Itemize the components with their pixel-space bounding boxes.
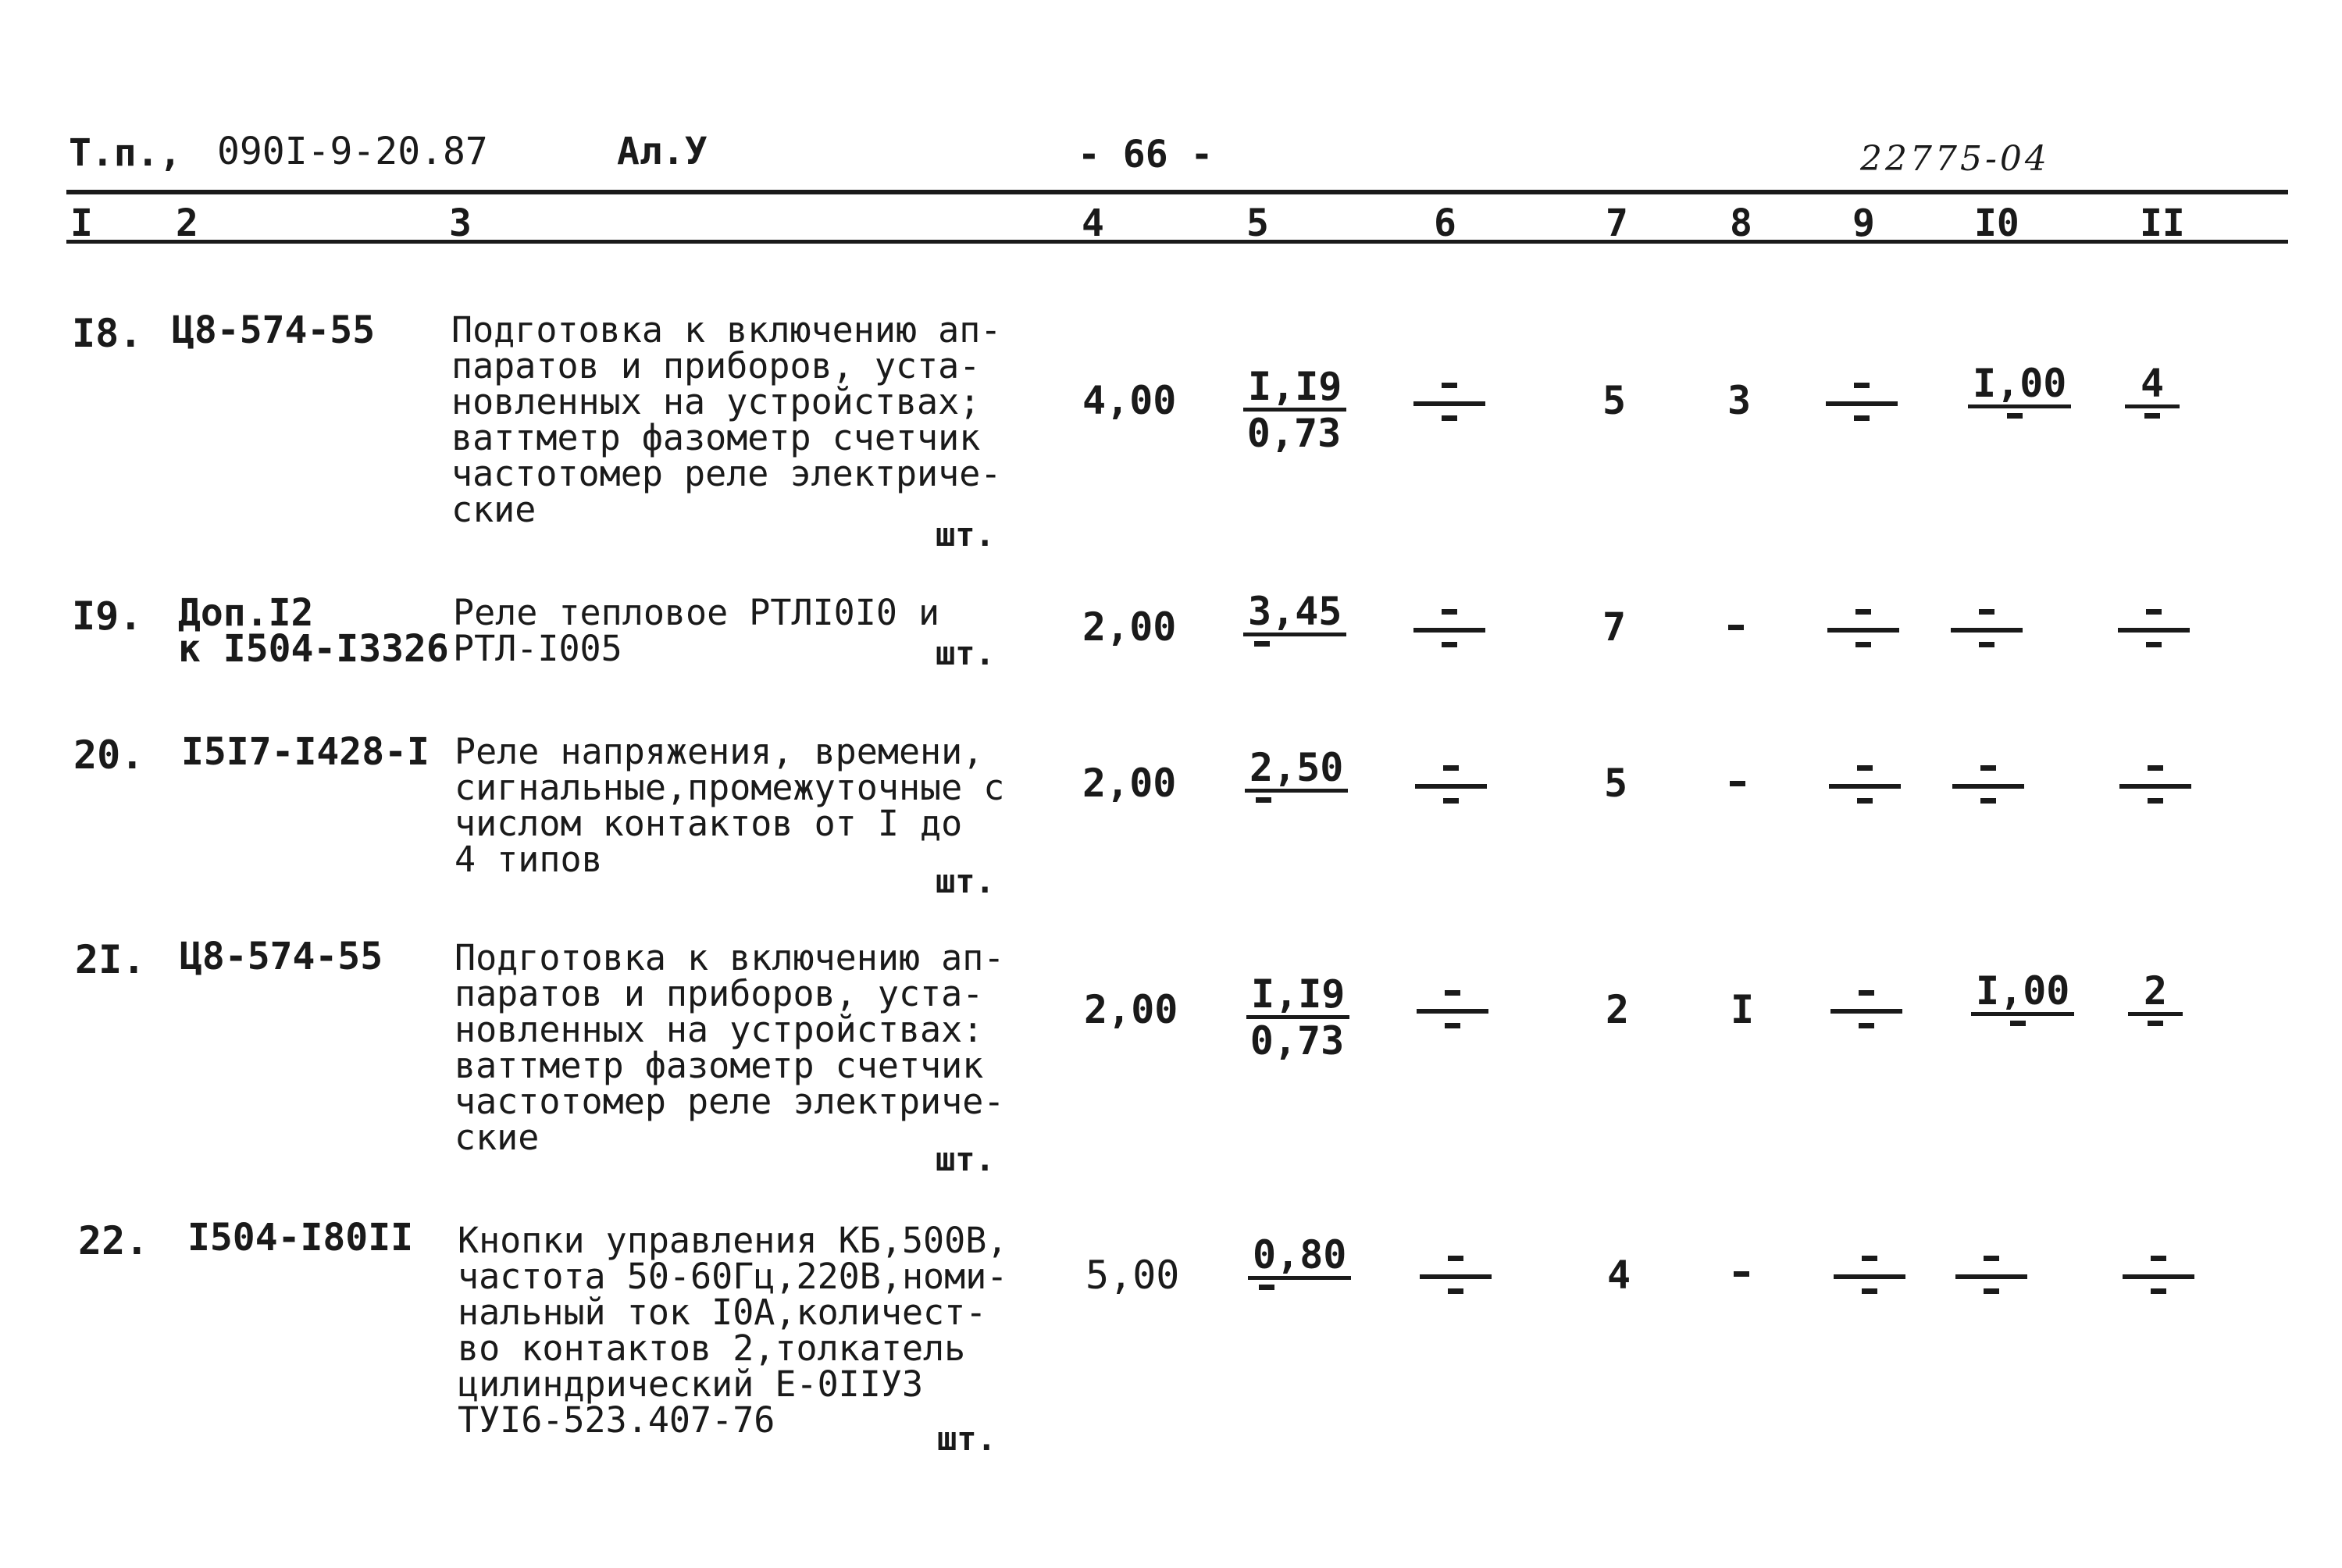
row-desc-line: ТУI6-523.407-76 [458,1399,775,1441]
row-col5-top: I,I9 [1243,365,1346,412]
col-header-5: 5 [1246,201,1269,245]
row-col10-divide-sign [1952,765,2024,812]
row-col6-divide-sign [1413,383,1485,429]
row-code: Ц8-574-55 [172,308,376,352]
row-col5-top: 3,45 [1243,590,1346,636]
row-code: Ц8-574-55 [180,935,383,978]
row-code: I504-I80II [187,1216,413,1260]
inventory-number: 22775-04 [1860,139,2050,179]
row-col4: 5,00 [1085,1253,1180,1298]
row-col11-divide-sign [2119,765,2191,812]
row-col5 [1243,365,1345,455]
row-col10-divide-sign [1951,609,2023,656]
row-col8: I [1731,987,1755,1032]
row-desc-line: ские [451,489,536,530]
row-col9-divide-sign [1830,990,1902,1037]
row-col5-top: 2,50 [1245,747,1348,793]
page-number: - 66 - [1078,133,1214,176]
row-col6-divide-sign [1420,1256,1492,1303]
row-desc-line: новленных на устройствах: [454,1009,984,1050]
row-col10 [1968,361,2067,419]
doc-type: Т.п., [69,131,182,175]
row-unit: шт. [936,515,995,554]
row-desc-line: ваттметр фазометр счетчик [454,1045,984,1086]
col-header-11: II [2140,201,2185,245]
row-unit: шт. [936,634,995,672]
row-col8-dash [1728,625,1744,630]
row-code: I5I7-I428-I [181,730,430,774]
row-col5-top: 0,80 [1248,1234,1351,1280]
row-col9-divide-sign [1826,383,1898,429]
row-desc-line: ские [454,1117,540,1158]
row-desc-line: частотомер реле электриче- [451,453,1002,494]
row-code: к I504-I3326 [178,627,449,671]
col-header-10: I0 [1974,201,2019,245]
row-col10-top: I,00 [1971,970,2074,1016]
row-col8-dash [1734,1271,1749,1277]
row-desc-line: Подготовка к включению ап- [451,309,1002,351]
row-col10-top: I,00 [1968,362,2071,408]
row-col10-bottom-dash [2010,1021,2026,1026]
row-col5 [1245,745,1344,803]
row-desc-line: сигнальные,промежуточные с [454,767,1005,808]
row-desc-line: 4 типов [454,839,603,880]
row-desc-line: новленных на устройствах; [451,381,981,422]
col-header-7: 7 [1606,201,1628,245]
row-col11-bottom-dash [2144,413,2160,419]
row-unit: шт. [936,862,995,900]
row-col7: 5 [1602,378,1627,423]
row-code: Доп.I2 [178,591,314,635]
row-col6-divide-sign [1417,990,1488,1037]
row-number: I9. [72,593,143,639]
row-col5-top: I,I9 [1246,973,1349,1019]
row-col10-divide-sign [1955,1256,2027,1303]
row-desc-line: ваттметр фазометр счетчик [451,417,981,458]
row-col11-top: 2 [2128,970,2183,1016]
col-header-8: 8 [1730,201,1752,245]
row-col11-top: 4 [2125,362,2180,408]
col-header-3: 3 [449,201,472,245]
row-col9-divide-sign [1827,609,1899,656]
row-col7: 7 [1602,604,1627,650]
row-desc-line: РТЛ-I005 [453,628,622,669]
project-number: 090I-9-20.87 [217,130,488,173]
row-col4: 2,00 [1082,761,1177,806]
row-col5 [1248,1232,1347,1290]
row-col5-bottom-dash [1256,797,1271,803]
row-desc-line: Реле тепловое РТЛI0I0 и [453,592,940,633]
row-col5 [1246,973,1348,1063]
row-number: I8. [72,311,143,356]
row-col5-bottom: 0,73 [1246,411,1342,456]
row-col8-dash [1730,781,1745,786]
row-number: 2I. [75,937,146,982]
row-col9-divide-sign [1829,765,1901,812]
row-col5-bottom-dash [1254,641,1270,647]
row-col4: 2,00 [1084,987,1178,1032]
row-col7: 2 [1606,987,1630,1032]
row-col11-divide-sign [2118,609,2190,656]
row-col7: 5 [1604,761,1628,806]
row-unit: шт. [937,1420,996,1458]
col-header-9: 9 [1852,201,1875,245]
row-col5 [1243,589,1342,647]
row-desc-line: паратов и приборов, уста- [451,345,981,387]
row-desc-line: Кнопки управления КБ,500В, [458,1220,1008,1261]
row-col4: 4,00 [1082,378,1177,423]
row-col8: 3 [1727,378,1752,423]
row-col6-divide-sign [1413,609,1485,656]
row-desc-line: числом контактов от I до [454,803,963,844]
row-col10 [1971,968,2070,1026]
row-col6-divide-sign [1415,765,1487,812]
row-desc-line: частота 50-60Гц,220В,номи- [458,1256,1008,1297]
row-col4: 2,00 [1082,604,1177,650]
row-desc-line: частотомер реле электриче- [454,1081,1005,1122]
col-header-1: I [70,201,93,245]
row-col11 [2115,362,2190,419]
row-col11-divide-sign [2123,1256,2194,1303]
col-header-2: 2 [176,201,198,245]
row-col7: 4 [1607,1253,1631,1298]
row-number: 22. [78,1218,149,1263]
row-number: 20. [73,732,144,778]
row-desc-line: Реле напряжения, времени, [454,731,984,772]
row-col5-bottom: 0,73 [1249,1018,1345,1064]
row-unit: шт. [936,1140,995,1178]
row-col9-divide-sign [1834,1256,1905,1303]
col-header-6: 6 [1434,201,1456,245]
row-col11-bottom-dash [2148,1021,2163,1026]
row-desc-line: во контактов 2,толкатель [458,1327,966,1369]
row-col10-bottom-dash [2007,413,2023,419]
row-desc-line: цилиндрический Е-0IIУ3 [458,1363,924,1405]
row-desc-line: Подготовка к включению ап- [454,937,1005,978]
header-rule-top [66,190,2288,194]
row-col5-bottom-dash [1259,1285,1274,1290]
col-header-4: 4 [1082,201,1104,245]
header-rule-bottom [66,240,2288,244]
album-number: Ал.У [617,130,708,173]
row-desc-line: паратов и приборов, уста- [454,973,984,1014]
row-desc-line: нальный ток I0А,количест- [458,1292,987,1333]
row-col11 [2118,970,2193,1026]
